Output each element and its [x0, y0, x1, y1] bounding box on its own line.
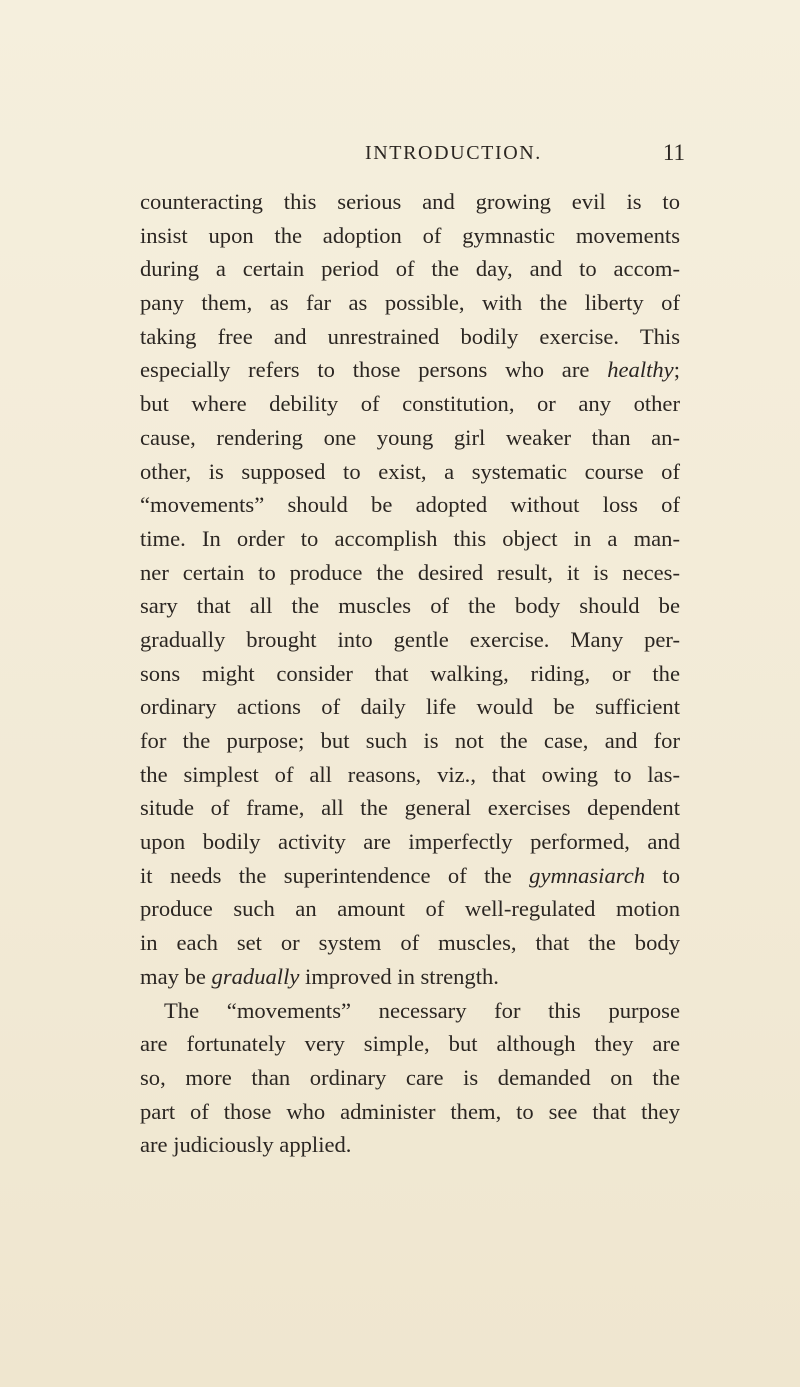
page-number: 11 [662, 140, 685, 165]
body-text [140, 185, 680, 1162]
running-title: INTRODUCTION. [365, 142, 542, 164]
text-line: situde of frame, all the general exercises dependent [140, 795, 680, 821]
text-line: “movements” should be adopted without loss of [140, 492, 680, 518]
text-line: pany them, as far as possible, with the liberty of [140, 290, 680, 316]
text-line: especially refers to those persons who are healthy; [140, 357, 680, 383]
text-line: other, is supposed to exist, a systematic course of [140, 458, 680, 484]
text-line: counteracting this serious and growing evil is to [140, 189, 680, 214]
text-line: produce such an amount of well-regulated motion [140, 896, 680, 922]
italic-gymnasiarch: gymnasiarch [529, 862, 646, 888]
text-line: are judiciously applied. [140, 1132, 352, 1158]
text-line: taking free and unrestrained bodily exercise. This [140, 323, 680, 349]
text-line: sary that all the muscles of the body should be [140, 593, 680, 619]
text-line: the simplest of all reasons, viz., that owing to las- [140, 761, 680, 787]
text-line: for the purpose; but such is not the case, and for [140, 728, 680, 753]
text-line: during a certain period of the day, and to accom- [140, 256, 680, 282]
text-line: insist upon the adoption of gymnastic movements [140, 222, 680, 248]
italic-gradually: gradually [211, 963, 300, 989]
text-line: upon bodily activity are imperfectly performed, and [140, 829, 680, 855]
text-line-paragraph-start: The “movements” necessary for this purpose [164, 997, 680, 1023]
text-line: part of those who administer them, to see that they [140, 1098, 680, 1124]
text-line: gradually brought into gentle exercise. Many per- [140, 626, 680, 652]
text-line: in each set or system of muscles, that the body [140, 930, 680, 956]
text-line: are fortunately very simple, but although they are [140, 1031, 680, 1057]
text-line: ordinary actions of daily life would be sufficient [140, 694, 680, 720]
text-line: so, more than ordinary care is demanded on the [140, 1064, 680, 1090]
italic-healthy: healthy [607, 357, 674, 383]
text-line: sons might consider that walking, riding, or the [140, 660, 680, 686]
text-line: cause, rendering one young girl weaker than an- [140, 424, 680, 450]
text-line: may be gradually improved in strength. [140, 963, 499, 989]
text-line: time. In order to accomplish this object in a man- [140, 525, 680, 551]
text-line: ner certain to produce the desired result, it is neces- [140, 559, 680, 585]
text-line: but where debility of constitution, or any other [140, 391, 680, 417]
text-line: it needs the superintendence of the gymnasiarch to [140, 862, 680, 888]
running-head [365, 142, 685, 168]
